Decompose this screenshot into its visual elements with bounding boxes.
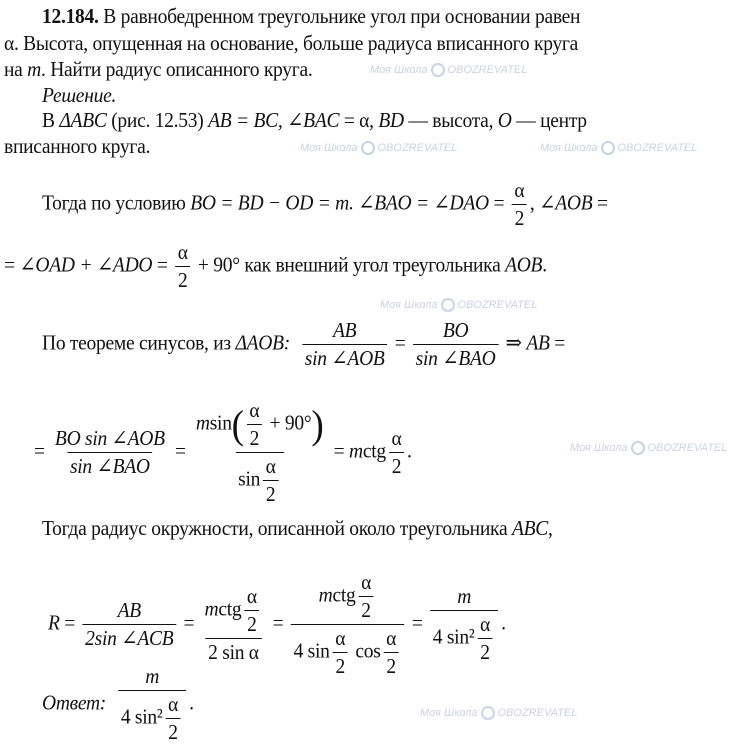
text: По теореме синусов, из xyxy=(42,330,236,355)
watermark-logo-icon xyxy=(481,706,495,720)
watermark-school: Моя Школа xyxy=(420,707,478,719)
watermark-brand: OBOZREVATEL xyxy=(647,442,728,454)
watermark-brand: OBOZREVATEL xyxy=(617,142,698,154)
var: BD xyxy=(378,108,404,132)
num: α xyxy=(391,426,402,450)
text: = xyxy=(390,330,411,355)
den: sin ∠BAO xyxy=(413,344,498,371)
text: Тогда по условию xyxy=(42,190,191,215)
text: . xyxy=(407,438,412,463)
fraction xyxy=(332,626,348,679)
var: ABC xyxy=(511,516,548,540)
den: 2 xyxy=(244,610,259,637)
den: sin ∠BAO xyxy=(67,452,152,479)
num: BO sin ∠AOB xyxy=(54,426,165,450)
fraction xyxy=(118,664,186,745)
text: В равнобедренном треугольнике угол при основании равен xyxy=(98,4,581,28)
var: ΔABC xyxy=(59,108,107,132)
watermark-brand: OBOZREVATEL xyxy=(447,64,528,76)
text: . xyxy=(189,690,194,715)
text: = xyxy=(170,438,191,463)
text: , xyxy=(547,516,553,540)
num: α xyxy=(246,584,257,608)
text: cos xyxy=(350,638,381,663)
formula-line-6 xyxy=(48,570,506,679)
den: 2 xyxy=(263,480,278,507)
fraction xyxy=(52,426,167,479)
text: Решение. xyxy=(42,83,117,107)
text: = α, xyxy=(339,108,379,132)
watermark-school: Моя Школа xyxy=(570,442,628,454)
var: m xyxy=(27,57,42,81)
fraction xyxy=(302,318,387,371)
num: α xyxy=(168,692,178,716)
den: 2 xyxy=(333,652,348,679)
fraction xyxy=(413,318,498,371)
text: = xyxy=(34,438,50,463)
den: 2 xyxy=(384,652,399,679)
formula-line-1 xyxy=(42,178,608,231)
fraction xyxy=(202,584,266,665)
var: m xyxy=(318,582,333,607)
watermark-brand: OBOZREVATEL xyxy=(377,142,458,154)
fraction xyxy=(165,692,181,745)
var: O xyxy=(497,108,512,132)
problem-line-1 xyxy=(42,4,580,29)
num: m xyxy=(145,664,160,688)
num: BO xyxy=(442,318,469,342)
num: msin( $\frac{\alpha}{2}$ + 90°) xyxy=(195,398,324,450)
text: 4 sin² xyxy=(120,704,163,729)
text: вписанного круга. xyxy=(4,134,151,158)
text: ctg xyxy=(218,596,242,621)
text: . Найти радиус описанного круга. xyxy=(41,57,313,81)
den xyxy=(235,452,284,507)
fraction xyxy=(263,454,279,507)
num xyxy=(316,570,380,624)
text: ⇒ xyxy=(501,330,527,355)
answer-label: Ответ: xyxy=(42,690,107,715)
num: AB xyxy=(333,318,357,342)
var: ∠AOB xyxy=(539,190,593,215)
text: = xyxy=(488,190,509,215)
answer-line xyxy=(42,664,194,745)
text: . xyxy=(501,610,506,635)
text: α. Высота, опущенная на основание, больше радиуса вписанного круга xyxy=(4,31,579,55)
den: 2 xyxy=(389,452,404,479)
text: sin xyxy=(238,466,261,491)
fraction xyxy=(389,426,405,479)
text: В xyxy=(42,108,60,132)
watermark-brand: OBOZREVATEL xyxy=(457,299,538,311)
var: ΔAOB: xyxy=(235,330,290,355)
text: (рис. 12.53) xyxy=(106,108,209,132)
solution-line-1 xyxy=(42,108,587,133)
num: α xyxy=(361,570,372,594)
text: 4 sin xyxy=(293,638,330,663)
var: m xyxy=(195,410,210,435)
den: 2sin ∠ACB xyxy=(82,624,176,651)
num: α xyxy=(335,626,346,650)
solution-line-2 xyxy=(4,134,150,159)
text: sin xyxy=(209,410,232,435)
text: = xyxy=(329,438,350,463)
text: = xyxy=(4,252,20,277)
var: AB = BC, ∠BAC xyxy=(208,108,340,132)
text: = xyxy=(268,610,288,635)
num: α xyxy=(386,626,397,650)
text: , xyxy=(529,190,540,215)
text: = xyxy=(152,252,173,277)
den: 2 xyxy=(247,424,262,451)
text: = xyxy=(59,610,80,635)
fraction xyxy=(82,598,176,651)
watermark-brand: OBOZREVATEL xyxy=(497,707,578,719)
var: m xyxy=(349,438,363,463)
fraction xyxy=(430,584,498,665)
den: 2 xyxy=(359,596,374,623)
den: 2 xyxy=(512,204,527,231)
watermark-logo-icon xyxy=(601,141,615,155)
text: + 90° xyxy=(264,410,312,435)
var: m xyxy=(204,596,219,621)
text: = xyxy=(407,610,428,635)
num: α xyxy=(177,240,188,264)
num: α xyxy=(265,454,276,478)
fraction xyxy=(512,178,528,231)
text: . xyxy=(542,252,547,277)
text: ctg xyxy=(332,582,356,607)
watermark-school: Моя Школа xyxy=(540,142,598,154)
text: на xyxy=(4,57,28,81)
solution-heading xyxy=(42,83,116,108)
den: 2 sin α xyxy=(205,638,261,665)
text: + 90° как внешний угол треугольника xyxy=(193,252,506,277)
var: R xyxy=(48,610,60,635)
num: AB xyxy=(117,598,141,622)
fraction xyxy=(193,398,326,507)
den xyxy=(430,610,498,665)
text: — высота, xyxy=(403,108,498,132)
watermark-logo-icon xyxy=(431,63,445,77)
text: 4 sin² xyxy=(432,624,475,649)
var: BO = BD − OD = m. ∠BAO = ∠DAO xyxy=(190,190,489,215)
num: α xyxy=(249,398,260,422)
watermark-school: Моя Школа xyxy=(370,64,428,76)
text: — центр xyxy=(511,108,587,132)
watermark-school: Моя Школа xyxy=(380,299,438,311)
formula-line-3 xyxy=(42,318,565,371)
num: α xyxy=(514,178,525,202)
fraction xyxy=(244,584,260,637)
formula-line-5 xyxy=(42,516,553,541)
den: 2 xyxy=(477,638,492,665)
fraction xyxy=(175,240,191,293)
num: m xyxy=(457,584,472,608)
watermark-school: Моя Школа xyxy=(300,142,358,154)
den xyxy=(118,690,186,745)
watermark-logo-icon xyxy=(631,441,645,455)
fraction xyxy=(383,626,399,679)
problem-number: 12.184. xyxy=(42,4,99,28)
fraction xyxy=(247,398,263,451)
fraction xyxy=(291,570,405,679)
den: 2 xyxy=(165,718,180,745)
problem-line-2 xyxy=(4,31,578,56)
num xyxy=(202,584,266,638)
den: 2 xyxy=(175,266,190,293)
watermark-logo-icon xyxy=(361,141,375,155)
var: AOB xyxy=(505,252,543,277)
var: ∠OAD + ∠ADO xyxy=(19,252,153,277)
formula-line-4 xyxy=(34,398,412,507)
text: = xyxy=(592,190,608,215)
fraction xyxy=(358,570,374,623)
num: α xyxy=(479,612,490,636)
den: sin ∠AOB xyxy=(302,344,387,371)
text: ctg xyxy=(362,438,386,463)
den xyxy=(291,624,405,679)
var: AB xyxy=(526,330,550,355)
text: = xyxy=(549,330,565,355)
watermark-logo-icon xyxy=(441,298,455,312)
problem-line-3 xyxy=(4,57,312,82)
fraction xyxy=(477,612,493,665)
formula-line-2 xyxy=(4,240,547,293)
text: Тогда радиус окружности, описанной около треугольника xyxy=(42,516,512,540)
text: = xyxy=(178,610,199,635)
